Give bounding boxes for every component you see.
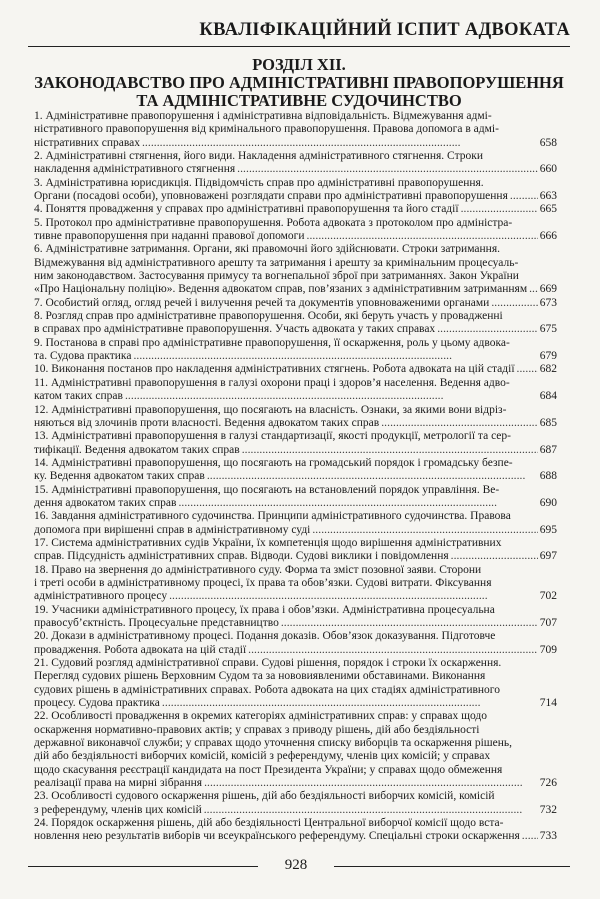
toc-entry-last-line <box>34 203 557 216</box>
toc-entry-text-line: з референдуму, членів цих комісій <box>34 803 202 816</box>
dot-leader <box>307 230 538 243</box>
toc-entry <box>34 337 557 364</box>
toc-entry-text-line: і треті особи в адміністративному процесі, їх права та обов’язки. Судові витрати. Фіксування <box>34 576 492 589</box>
toc-page-number: 685 <box>539 416 557 429</box>
dot-leader <box>237 163 538 176</box>
toc-entry <box>34 150 557 177</box>
dot-leader <box>204 804 538 817</box>
toc-page-number: 726 <box>539 776 557 789</box>
running-head: КВАЛІФІКАЦІЙНИЙ ІСПИТ АДВОКАТА <box>199 20 570 40</box>
toc-entry <box>34 630 557 657</box>
toc-entry <box>34 297 557 310</box>
toc-entry-last-line <box>34 470 557 483</box>
toc-entry-text-line: 3. Адміністративна юрисдикція. Підвідомчість справ про адміністративні правопорушення. <box>34 176 484 189</box>
toc-entry-text-line: ним законодавством. Застосування примусу та вогнепальної зброї при затриманнях. Закон України <box>34 270 519 283</box>
toc-entry-text-line: 5. Протокол про адміністративне правопорушення. Робота адвоката з протоколом про адміністра- <box>34 216 513 229</box>
toc-entry-last-line <box>34 350 557 363</box>
toc-page-number: 679 <box>539 350 557 363</box>
toc-entry-text-line: 14. Адміністративні правопорушення, що посягають на громадський порядок і громадську безпе- <box>34 456 513 469</box>
toc-entry <box>34 510 557 537</box>
dot-leader <box>529 283 538 296</box>
footer-rule-right <box>334 866 570 867</box>
toc-entry-last-line <box>34 283 557 296</box>
toc-page-number: 732 <box>539 803 557 816</box>
dot-leader <box>142 137 538 150</box>
toc-entry <box>34 710 557 790</box>
toc-entry <box>34 537 557 564</box>
toc-entry-text-line: 10. Виконання постанов про накладення адміністративних стягнень. Робота адвоката на цій стадії <box>34 363 515 376</box>
toc-entry-text-line: 1. Адміністративне правопорушення і адміністративна відповідальність. Відмежування адмі- <box>34 110 492 122</box>
toc-entry <box>34 363 557 376</box>
toc-entry-text-line: щодо скасування реєстрації кандидата на пост Президента України; у справах щодо обмеження <box>34 763 503 776</box>
toc-page-number: 665 <box>539 203 557 216</box>
toc-entry-text-line: 12. Адміністративні правопорушення, що посягають на власність. Ознаки, за якими вони відріз- <box>34 403 507 416</box>
section-title-line-1: ЗАКОНОДАВСТВО ПРО АДМІНІСТРАТИВНІ ПРАВОПОРУШЕННЯ <box>34 73 564 92</box>
toc-entry-text-line: няються від злочинів проти власності. Ведення адвокатом таких справ <box>34 416 380 429</box>
dot-leader <box>312 524 537 537</box>
toc-entry-text-line: 16. Завдання адміністративного судочинства. Принципи адміністративного судочинства. Правова <box>34 510 511 523</box>
toc-entry-last-line <box>34 444 557 457</box>
page-number: 928 <box>284 857 308 873</box>
toc-entry-text-line: реалізації права на мирні зібрання <box>34 776 203 789</box>
toc-entry-text-line: дій або бездіяльності виборчих комісій, комісій з референдуму, членів цих комісій; у справах <box>34 750 491 763</box>
toc-entry-text-line: Органи (посадові особи), уповноважені розглядати справи про адміністративні правопорушення <box>34 189 508 202</box>
toc-entry-text-line: 7. Особистий огляд, огляд речей і вилучення речей та документів уповноваженими органами <box>34 296 490 309</box>
dot-leader <box>381 417 538 430</box>
toc-entry-text-line: в справах про адміністративне правопорушення. Участь адвоката у таких справах <box>34 323 436 336</box>
toc-entry-text-line: тифікації. Ведення адвокатом таких справ <box>34 443 240 456</box>
toc-entry-last-line <box>34 804 557 817</box>
toc-entry-text-line: ку. Ведення адвокатом таких справ <box>34 470 205 483</box>
toc-page-number: 702 <box>539 590 557 603</box>
toc-entry-text-line: адміністративного процесу <box>34 590 168 603</box>
toc-page-number: 688 <box>539 470 557 483</box>
toc-entry-text-line: 18. Право на звернення до адміністративного суду. Форма та зміст позовної заяви. Сторони <box>34 563 482 576</box>
toc-page-number: 690 <box>539 496 557 509</box>
toc-entry-text-line: Відмежування від адміністративного арешту та затримання і арешту за кримінальним процесуаль- <box>34 256 519 269</box>
toc-entry <box>34 404 557 431</box>
toc-entry-text-line: 2. Адміністративні стягнення, його види. Накладення адміністративного стягнення. Строки <box>34 149 483 162</box>
toc-page-number: 687 <box>539 443 557 456</box>
toc-entry <box>34 217 557 244</box>
toc-entry-text-line: 17. Система адміністративних судів України, їх компетенція щодо вирішення адміністративних <box>34 537 502 549</box>
toc-entry-last-line <box>34 644 557 657</box>
dot-leader <box>491 297 537 310</box>
toc-entry-last-line <box>34 697 557 710</box>
toc-entry-text-line: 21. Судовий розгляд адміністративної справи. Судові рішення, порядок і строки їх оскарження. <box>34 657 502 670</box>
toc-entry-text-line: новлення нею результатів виборів чи всеукраїнського референдуму. Спеціальні строки оскарження <box>34 830 520 843</box>
toc-entry-text-line: катом таких справ <box>34 390 123 403</box>
toc-entry <box>34 110 557 150</box>
dot-leader <box>461 203 538 216</box>
toc-entry-text-line: та. Судова практика <box>34 350 132 363</box>
toc-entry-text-line: 6. Адміністративне затримання. Органи, які правомочні його здійснювати. Строки затримання. <box>34 243 500 256</box>
toc-page-number: 682 <box>539 363 557 376</box>
toc-entry-last-line <box>34 417 557 430</box>
toc-entry-last-line <box>34 590 557 603</box>
dot-leader <box>248 644 538 657</box>
toc-entry <box>34 484 557 511</box>
toc-entry-last-line <box>34 163 557 176</box>
toc-entry-text-line: 19. Учасники адміністративного процесу, їх права і обов’язки. Адміністративна процесуальна <box>34 603 495 616</box>
dot-leader <box>510 190 538 203</box>
toc-entry-text-line: 23. Особливості судового оскарження рішень, дій або бездіяльності виборчих комісій, комісій <box>34 790 495 803</box>
section-title <box>28 56 570 110</box>
toc-entry <box>34 203 557 216</box>
toc-entry-text-line: 20. Докази в адміністративному процесі. Подання доказів. Обов’язок доказування. Підготовче <box>34 630 496 643</box>
toc-page-number: 669 <box>539 283 557 296</box>
toc-entry-text-line: державної виконавчої служби; у справах щодо уточнення списку виборців та оскарження рішень, <box>34 736 513 749</box>
toc-entry-last-line <box>34 390 557 403</box>
toc-entry-text-line: 13. Адміністративні правопорушення в галузі стандартизації, якості продукції, метрології та сер- <box>34 430 511 443</box>
toc-entry-text-line: «Про Національну поліцію». Ведення адвокатом справ, пов’язаних з адміністративним затриманням <box>34 283 528 296</box>
footer-rule-left <box>28 866 258 867</box>
dot-leader <box>162 697 538 710</box>
toc-entry-text-line: 8. Розгляд справ про адміністративне правопорушення. Особи, які беруть участь у провадженні <box>34 310 503 323</box>
toc-entry <box>34 377 557 404</box>
toc-entry-text-line: правосуб’єктність. Процесуальне представництво <box>34 616 279 629</box>
toc-entry-text-line: 15. Адміністративні правопорушення, що посягають на встановлений порядок управління. Ве- <box>34 483 500 496</box>
toc-entry <box>34 604 557 631</box>
toc-entry-text-line: процесу. Судова практика <box>34 696 160 709</box>
toc-entry-last-line <box>34 323 557 336</box>
toc-entry-last-line <box>34 524 557 537</box>
dot-leader <box>169 590 538 603</box>
dot-leader <box>207 470 538 483</box>
toc-entry <box>34 310 557 337</box>
toc-entry-text-line: накладення адміністративного стягнення <box>34 163 236 176</box>
toc-entry-last-line <box>34 777 557 790</box>
section-title-line-2: ТА АДМІНІСТРАТИВНЕ СУДОЧИНСТВО <box>136 91 462 110</box>
toc-entry-last-line <box>34 230 557 243</box>
toc-page-number: 675 <box>539 323 557 336</box>
toc-entry <box>34 790 557 817</box>
toc-entry-last-line <box>34 297 557 310</box>
toc-entry-text-line: судових рішень в адміністративних справах. Робота адвоката на цих стадіях адміністративного <box>34 683 500 696</box>
toc-entry-text-line: провадження. Робота адвоката на цій стадії <box>34 643 247 656</box>
dot-leader <box>133 350 537 363</box>
toc-page-number: 666 <box>539 230 557 243</box>
toc-entry-text-line: Перегляд судових рішень Верховним Судом та за нововиявленими обставинами. Виконання <box>34 670 486 683</box>
toc-page-number: 707 <box>539 616 557 629</box>
toc-entry-last-line <box>34 363 557 376</box>
toc-entry-last-line <box>34 830 557 843</box>
dot-leader <box>522 830 538 843</box>
toc-entry-text-line: 22. Особливості провадження в окремих категоріях адміністративних справ: у справах щодо <box>34 710 488 723</box>
toc-page-number: 709 <box>539 643 557 656</box>
toc-page-number: 714 <box>539 696 557 709</box>
dot-leader <box>517 363 538 376</box>
toc-entry-text-line: справ. Підсудність адміністративних справ. Відводи. Судові виклики і повідомлення <box>34 550 449 563</box>
toc-page-number: 660 <box>539 163 557 176</box>
toc-page-number: 684 <box>539 390 557 403</box>
toc-entry-text-line: 9. Постанова в справі про адміністративне правопорушення, її оскарження, роль у цьому адвока- <box>34 336 510 349</box>
toc-entry <box>34 657 557 710</box>
toc-entry-last-line <box>34 617 557 630</box>
toc-page-number: 658 <box>539 136 557 149</box>
toc-entry-last-line <box>34 550 557 563</box>
toc-entry-text-line: 4. Поняття провадження у справах про адміністративні правопорушення та його стадії <box>34 203 459 216</box>
toc-entry-text-line: тивне правопорушення при наданні правової допомоги <box>34 230 305 243</box>
toc-entry <box>34 430 557 457</box>
toc-page-number: 733 <box>539 830 557 843</box>
toc-entry-last-line <box>34 497 557 510</box>
toc-page-number: 697 <box>539 550 557 563</box>
toc-entry-last-line <box>34 137 557 150</box>
toc-entry <box>34 817 557 844</box>
toc-entry-text-line: допомога при вирішенні справ в адміністративному суді <box>34 523 311 536</box>
toc-page-number: 673 <box>539 296 557 309</box>
toc-entry-last-line <box>34 190 557 203</box>
toc-page-number: 695 <box>539 523 557 536</box>
table-of-contents <box>34 110 557 844</box>
toc-entry-text-line: оскарження нормативно-правових актів; у справах з приводу рішень, дій або бездіяльності <box>34 723 480 736</box>
toc-entry-text-line: 11. Адміністративні правопорушення в галузі охорони праці і здоров’я населення. Ведення адво- <box>34 376 510 389</box>
section-number: РОЗДІЛ XII. <box>252 55 346 74</box>
toc-entry <box>34 243 557 296</box>
toc-entry <box>34 564 557 604</box>
dot-leader <box>242 444 538 457</box>
toc-entry <box>34 177 557 204</box>
toc-entry-text-line: ністративних справах <box>34 136 140 149</box>
toc-entry-text-line: дення адвокатом таких справ <box>34 496 177 509</box>
dot-leader <box>125 390 538 403</box>
toc-entry-text-line: ністративного правопорушення від кримінального правопорушення. Правова допомога в адмі- <box>34 123 499 136</box>
dot-leader <box>281 617 538 630</box>
dot-leader <box>451 550 538 563</box>
toc-entry-text-line: 24. Порядок оскарження рішень, дій або бездіяльності Центральної виборчої комісії щодо вста- <box>34 816 504 829</box>
header-rule <box>28 46 570 47</box>
dot-leader <box>178 497 537 510</box>
dot-leader <box>437 323 538 336</box>
toc-page-number: 663 <box>539 189 557 202</box>
dot-leader <box>204 777 538 790</box>
toc-entry <box>34 457 557 484</box>
